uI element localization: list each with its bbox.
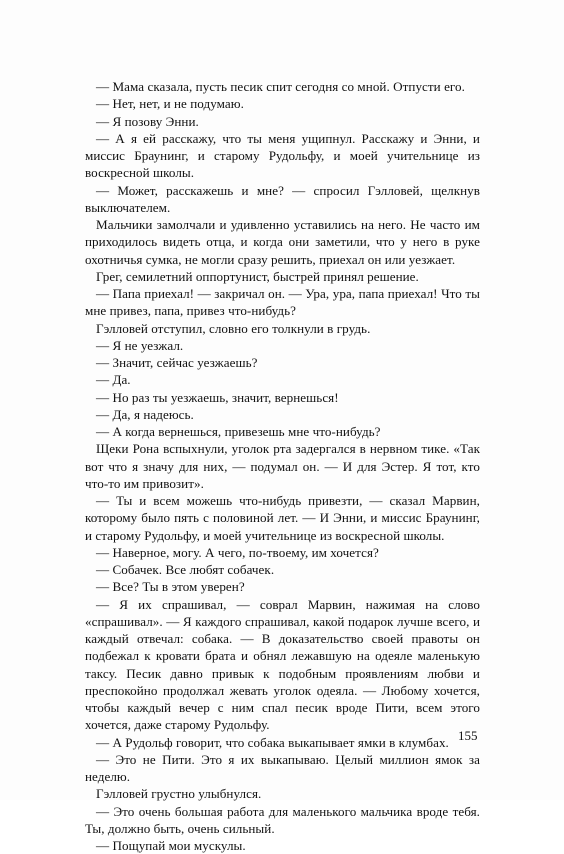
paragraph: — Я позову Энни. (96, 113, 199, 129)
paragraph: — Значит, сейчас уезжаешь? (96, 355, 258, 370)
paragraph: — Да. (96, 372, 131, 388)
paragraph: — А я ей расскажу, что ты меня ущипнул. Расскажу и Энни, и миссис Браунинг, и старому Рудольфу, и моей учительнице из воскресной школы. (85, 130, 480, 181)
paragraph: — Может, расскажешь и мне? — спросил Гэлловей, щелкнув выключателем. (85, 182, 480, 215)
paragraph: — Пощупай мои мускулы. (96, 838, 246, 853)
paragraph: — Наверное, могу. А чего, по-твоему, им хочется? (96, 544, 379, 560)
paragraph: — Нет, нет, и не подумаю. (96, 96, 244, 112)
paragraph: — Я не уезжал. (96, 337, 184, 353)
paragraph: Гэлловей грустно улыбнулся. (96, 786, 262, 802)
paragraph: — Я их спрашивал, — соврал Марвин, нажимая на слово «спрашивал». — Я каждого спрашивал, какой подарок лучше всего, и каждый отвечал: собака. — В доказательство своей правоты он подбежал к кровати брата и обнял лежавшую на одеяле маленькую таксу. Песик давно привык к подобным проявлениям любви и преспокойно продолжал жевать уголок одеяла. — Любому хочется, чтобы каждый вечер с ним спал песик вроде Пити, всем этого хочется, даже старому Рудольфу. (85, 596, 480, 733)
text-block (85, 78, 480, 854)
paragraph: — Это не Пити. Это я их выкапываю. Целый миллион ямок за неделю. (85, 751, 480, 784)
paragraph: Щеки Рона вспыхнули, уголок рта задергался в нервном тике. «Так вот что я значу для них, — подумал он. — И для Эстер. Я тот, кто что-то им привозит». (85, 441, 480, 491)
paragraph: — Мама сказала, пусть песик спит сегодня со мной. Отпусти его. (96, 79, 465, 94)
paragraph: — А когда вернешься, привезешь мне что-нибудь? (96, 424, 381, 439)
page-number: 155 (458, 728, 478, 743)
paragraph: — Папа приехал! — закричал он. — Ура, ура, папа приехал! Что ты мне привез, папа, привез что-нибудь? (85, 286, 480, 319)
paragraph: — Все? Ты в этом уверен? (96, 579, 245, 595)
paragraph: Гэлловей отступил, словно его толкнули в грудь. (96, 320, 371, 336)
paragraph: Мальчики замолчали и удивленно уставились на него. Не часто им приходилось видеть отца, и когда они заметили, что у него в руке охотничья сумка, не могли сразу решить, приехал он или уезжает. (85, 217, 480, 267)
paragraph: — А Рудольф говорит, что собака выкапывает ямки в клумбах. (96, 734, 449, 750)
paragraph: — Но раз ты уезжаешь, значит, вернешься! (96, 389, 339, 405)
paragraph: — Это очень большая работа для маленького мальчика вроде тебя. Ты, должно быть, очень сильный. (85, 803, 480, 836)
paragraph: — Да, я надеюсь. (96, 406, 194, 422)
paragraph: — Ты и всем можешь что-нибудь привезти, — сказал Марвин, которому было пять с половиной лет. — И Энни, и миссис Браунинг, и старому Рудольфу, и моей учительнице из воскресной школы. (85, 493, 480, 543)
paragraph: — Собачек. Все любят собачек. (96, 562, 275, 577)
paragraph: Грег, семилетний оппортунист, быстрей принял решение. (96, 268, 419, 284)
